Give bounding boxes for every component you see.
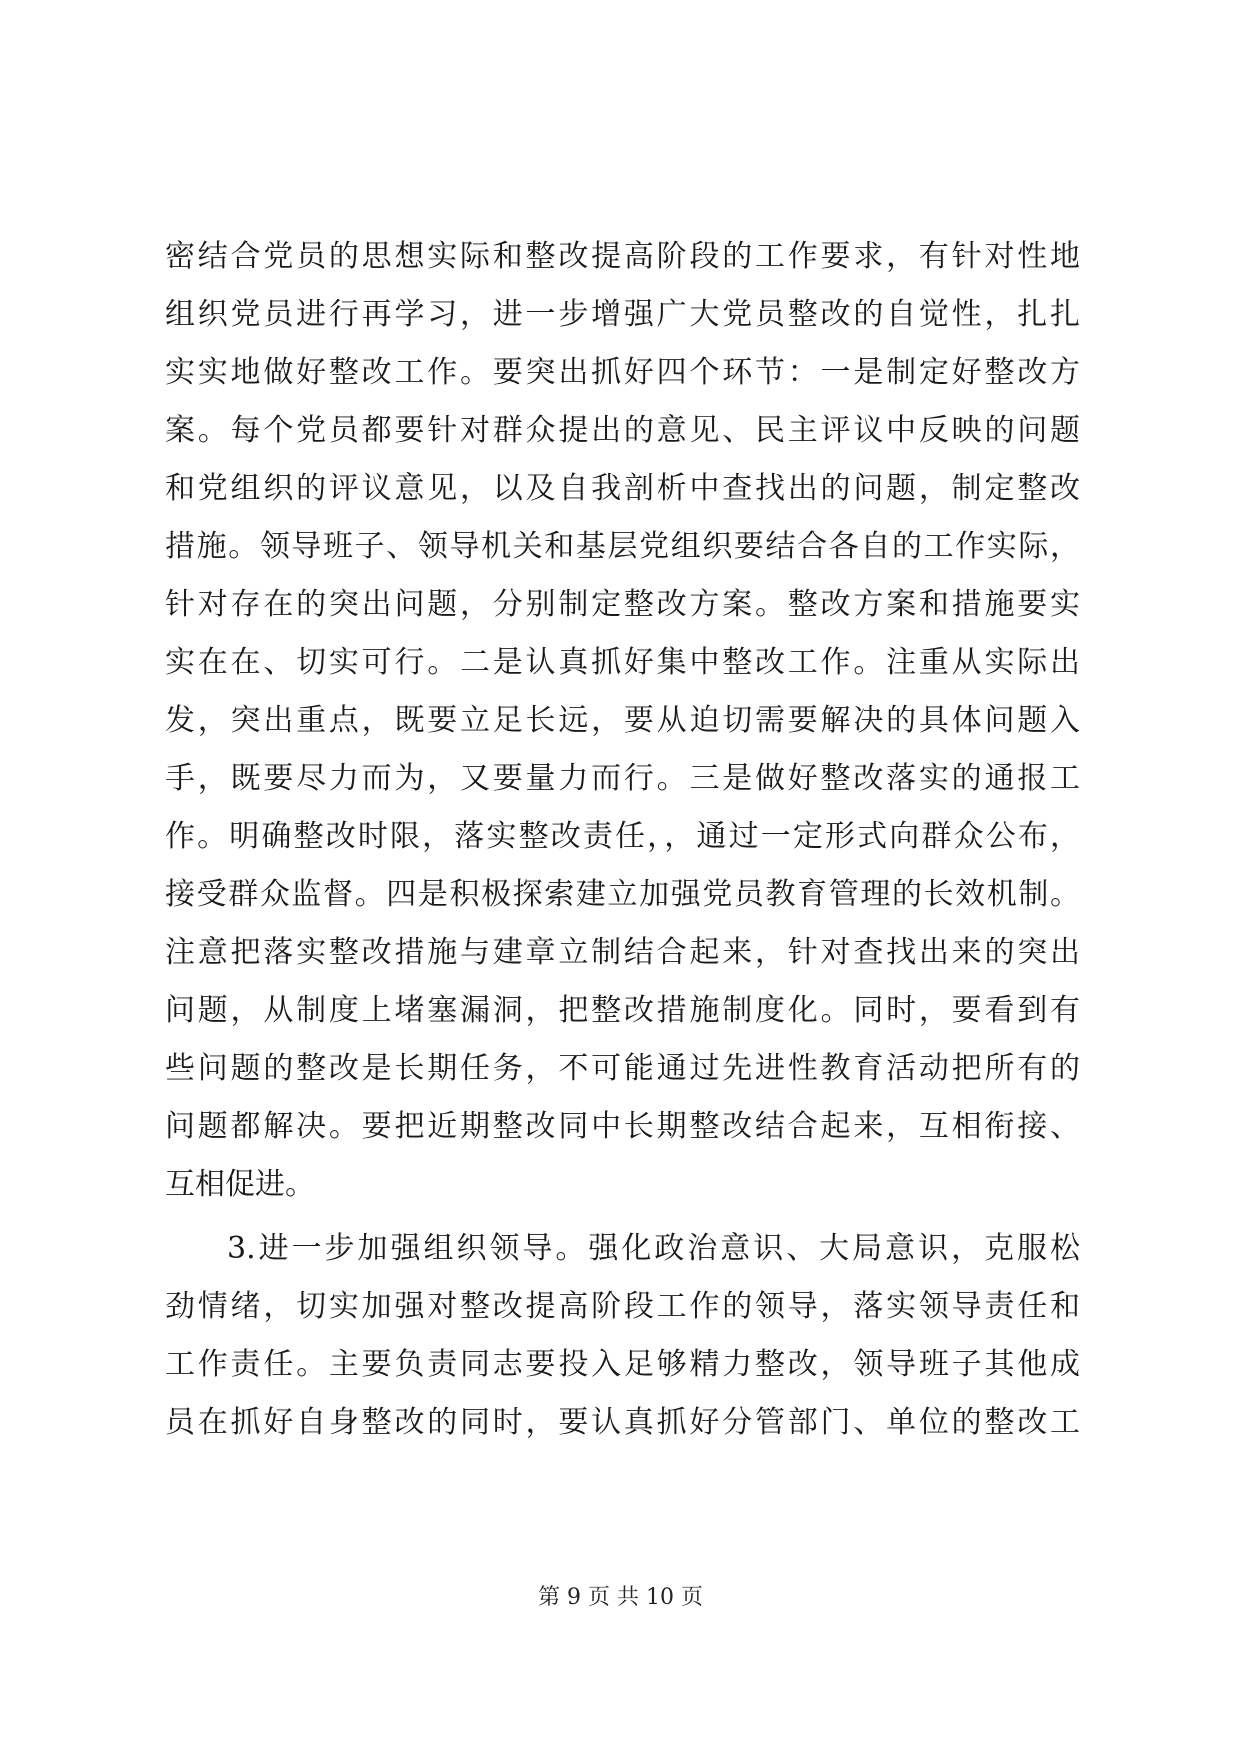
text-line: 措施。领导班子、领导机关和基层党组织要结合各自的工作实际， bbox=[165, 529, 1080, 564]
text-line: 些问题的整改是长期任务，不可能通过先进性教育活动把所有的 bbox=[165, 1051, 1080, 1086]
text-line: 组织党员进行再学习，进一步增强广大党员整改的自觉性，扎扎 bbox=[165, 297, 1080, 332]
text-line: 接受群众监督。四是积极探索建立加强党员教育管理的长效机制。 bbox=[165, 877, 1080, 912]
page-footer bbox=[0, 1583, 1241, 1613]
page-number-label: 第 9 页 共 10 页 bbox=[538, 1585, 703, 1610]
text-line: 实在在、切实可行。二是认真抓好集中整改工作。注重从实际出 bbox=[165, 645, 1080, 680]
paragraph-1 bbox=[165, 228, 1080, 1214]
text-line: 员在抓好自身整改的同时，要认真抓好分管部门、单位的整改工 bbox=[165, 1405, 1080, 1440]
text-line: 问题都解决。要把近期整改同中长期整改结合起来，互相衔接、 bbox=[165, 1109, 1080, 1144]
text-line: 劲情绪，切实加强对整改提高阶段工作的领导，落实领导责任和 bbox=[165, 1289, 1080, 1324]
text-line: 作。明确整改时限，落实整改责任，，通过一定形式向群众公布， bbox=[165, 819, 1080, 854]
text-line: 密结合党员的思想实际和整改提高阶段的工作要求，有针对性地 bbox=[165, 239, 1080, 274]
text-line: 注意把落实整改措施与建章立制结合起来，针对查找出来的突出 bbox=[165, 935, 1080, 970]
text-line: 案。每个党员都要针对群众提出的意见、民主评议中反映的问题 bbox=[165, 413, 1080, 448]
text-line: 3.进一步加强组织领导。强化政治意识、大局意识，克服松 bbox=[227, 1231, 1080, 1266]
text-line: 工作责任。主要负责同志要投入足够精力整改，领导班子其他成 bbox=[165, 1347, 1080, 1382]
text-line: 互相促进。 bbox=[165, 1167, 315, 1202]
text-line: 问题，从制度上堵塞漏洞，把整改措施制度化。同时，要看到有 bbox=[165, 993, 1080, 1028]
text-line: 发，突出重点，既要立足长远，要从迫切需要解决的具体问题入 bbox=[165, 703, 1080, 738]
text-line: 和党组织的评议意见，以及自我剖析中查找出的问题，制定整改 bbox=[165, 471, 1080, 506]
document-body bbox=[165, 228, 1080, 1452]
text-line: 针对存在的突出问题，分别制定整改方案。整改方案和措施要实 bbox=[165, 587, 1080, 622]
paragraph-2 bbox=[165, 1220, 1080, 1452]
text-line: 手，既要尽力而为，又要量力而行。三是做好整改落实的通报工 bbox=[165, 761, 1080, 796]
text-line: 实实地做好整改工作。要突出抓好四个环节：一是制定好整改方 bbox=[165, 355, 1080, 390]
